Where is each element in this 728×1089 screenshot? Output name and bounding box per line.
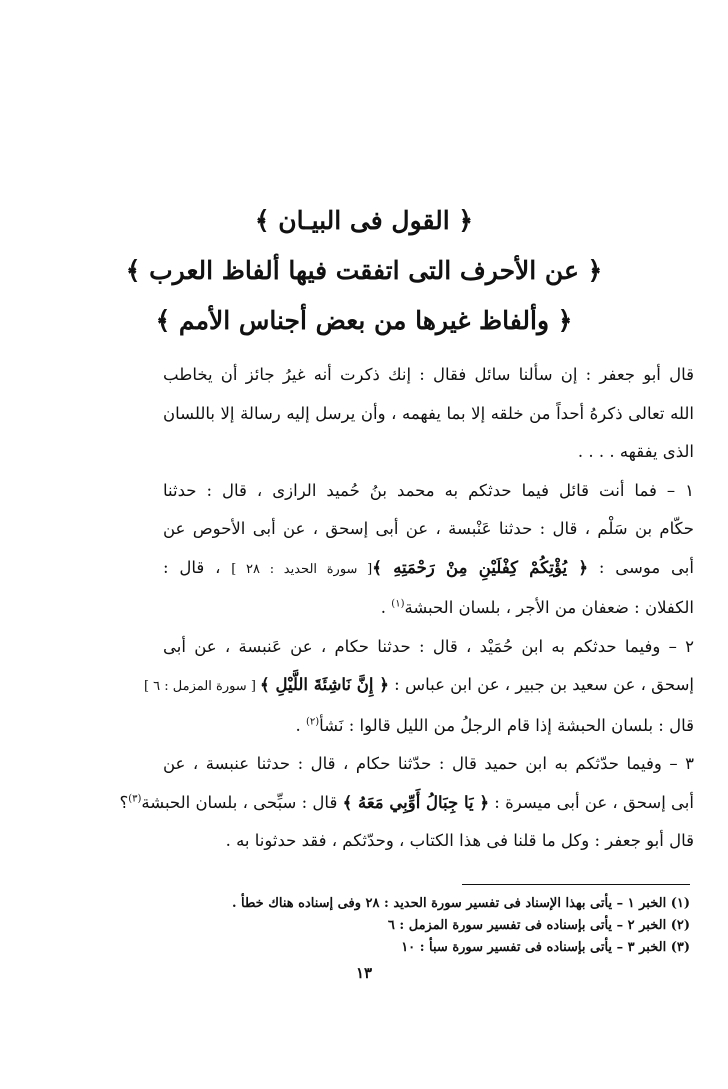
paragraph-report-1	[163, 472, 694, 628]
text-segment: قال : سبِّحى ، بلسان الحبشة	[141, 792, 343, 812]
text-line	[163, 707, 694, 746]
text-line	[143, 666, 694, 707]
footnote-divider	[462, 884, 690, 885]
footnote-1: (١) الخبر ١ – يأتى بهذا الإسناد فى تفسير سورة الحديد : ٢٨ وفى إسناده هناك خطأ .	[231, 896, 690, 911]
text-line: ١ – فما أنت قائل فيما حدثكم به محمد بنُ حُميد الرازى ، قال : حدثنا	[163, 480, 694, 500]
paragraph-report-3	[119, 745, 694, 822]
chapter-title: ﴿ القول فى البيـان ﴾	[254, 206, 474, 235]
sura-reference: [ سورة المزمل : ٦ ]	[143, 679, 261, 694]
footnote-2: (٢) الخبر ٢ – يأتى بإسناده فى تفسير سورة المزمل : ٦	[387, 918, 690, 933]
text-segment: .	[295, 715, 306, 735]
text-line: ٣ – وفيما حدّثكم به ابن حميد قال : حدّثنا حكام ، قال : حدثنا عنبسة ، عن	[163, 754, 694, 773]
page-number: ١٣	[355, 964, 373, 982]
footnote-3: (٣) الخبر ٣ – يأتى بإسناده فى تفسير سورة سبأ : ١٠	[401, 940, 690, 955]
chapter-headings	[0, 196, 728, 346]
chapter-subtitle-1: ﴿ عن الأحرف التى اتفقت فيها ألفاظ العرب ﴾	[125, 256, 603, 285]
text-line: ٢ – وفيما حدثكم به ابن حُمَيْد ، قال : حدثنا حكام ، عن عَنبسة ، عن أبى	[163, 636, 694, 656]
sura-reference: [ سورة الحديد : ٢٨ ]	[231, 561, 373, 577]
text-segment: إسحق ، عن سعيد بن جبير ، عن ابن عباس :	[388, 675, 694, 694]
body-text	[119, 356, 694, 861]
paragraph-intro	[163, 356, 694, 472]
footnote-marker: (١)	[391, 598, 405, 610]
quran-verse: ﴿ يُؤْتِكُمْ كِفْلَيْنِ مِنْ رَحْمَتِهِ ﴾	[372, 557, 589, 577]
text-segment: الكفلان : ضعفان من الأجر ، بلسان الحبشة	[404, 598, 694, 617]
text-line	[119, 784, 694, 823]
paragraph-report-2	[143, 628, 694, 746]
text-line: الذى يفقهه . . . .	[577, 442, 694, 461]
paragraph-conclusion	[163, 822, 694, 861]
footnote-marker: (٢)	[305, 716, 320, 727]
text-segment: أبى إسحق ، عن أبى ميسرة :	[489, 792, 694, 812]
text-segment: أبى موسى :	[588, 557, 694, 577]
text-line	[163, 549, 694, 590]
text-line: الله تعالى ذكرهُ أحداً من خلقه إلا بما يفهمه ، وأن يرسل إليه رسالة إلا باللسان	[163, 403, 694, 423]
text-line: قال أبو جعفر : إن سألنا سائل فقال : إنك ذكرت أنه غيرُ جائز أن يخاطب	[163, 365, 694, 384]
text-segment: قال : بلسان الحبشة إذا قام الرجلُ من الليل قالوا : نَشأ	[319, 715, 694, 735]
text-segment: ؟	[119, 792, 129, 812]
text-segment: ، قال :	[163, 557, 232, 577]
text-line: حكّام بن سَلْم ، قال : حدثنا عَنْبسة ، عن أبى إسحق ، عن أبى الأحوص عن	[163, 519, 694, 538]
text-segment: .	[380, 598, 392, 617]
text-line	[163, 589, 694, 628]
quran-verse: ﴿ يَا جِبَالُ أَوِّبِي مَعَهُ ﴾	[342, 792, 490, 812]
footnote-marker: (٣)	[128, 793, 142, 804]
footnotes	[210, 893, 690, 959]
quran-verse: ﴿ إِنَّ نَاشِئَةَ اللَّيْلِ ﴾	[260, 675, 389, 694]
chapter-subtitle-2: ﴿ وألفاظ غيرها من بعض أجناس الأمم ﴾	[155, 306, 573, 335]
text-line: قال أبو جعفر : وكل ما قلنا فى هذا الكتاب ، وحدّثكم ، فقد حدثونا به .	[225, 831, 694, 850]
